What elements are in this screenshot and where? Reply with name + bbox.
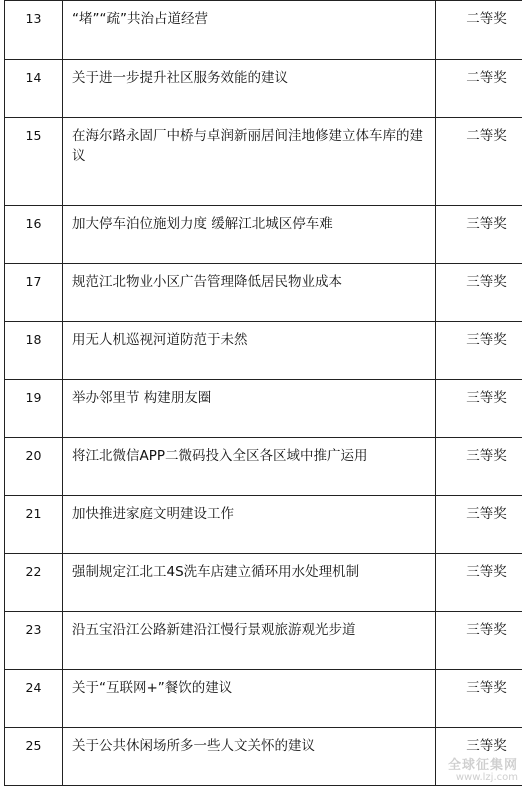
table-row bbox=[5, 118, 522, 206]
row-number: 25 bbox=[5, 728, 63, 786]
proposal-title: 沿五宝沿江公路新建沿江慢行景观旅游观光步道 bbox=[63, 612, 436, 670]
proposal-title: 将江北微信APP二微码投入全区各区域中推广运用 bbox=[63, 438, 436, 496]
row-number: 24 bbox=[5, 670, 63, 728]
proposal-title: “堵”“疏”共治占道经营 bbox=[63, 1, 436, 60]
award-level: 三等奖 bbox=[436, 206, 522, 264]
awards-table bbox=[4, 0, 522, 786]
site-watermark bbox=[448, 759, 518, 783]
table-row bbox=[5, 612, 522, 670]
row-number: 19 bbox=[5, 380, 63, 438]
row-number: 20 bbox=[5, 438, 63, 496]
proposal-title: 关于进一步提升社区服务效能的建议 bbox=[63, 60, 436, 118]
table-row bbox=[5, 60, 522, 118]
proposal-title: 在海尔路永固厂中桥与卓润新丽居间洼地修建立体车库的建议 bbox=[63, 118, 436, 206]
table-row bbox=[5, 264, 522, 322]
table-row bbox=[5, 554, 522, 612]
row-number: 18 bbox=[5, 322, 63, 380]
watermark-url: www.lzj.com bbox=[455, 771, 518, 783]
table-row bbox=[5, 438, 522, 496]
table-row bbox=[5, 670, 522, 728]
table-row bbox=[5, 206, 522, 264]
proposal-title: 强制规定江北工4S洗车店建立循环用水处理机制 bbox=[63, 554, 436, 612]
row-number: 21 bbox=[5, 496, 63, 554]
watermark-name: 全球征集网 bbox=[447, 757, 518, 773]
table-row bbox=[5, 380, 522, 438]
proposal-title: 加大停车泊位施划力度 缓解江北城区停车难 bbox=[63, 206, 436, 264]
award-level: 三等奖 bbox=[436, 554, 522, 612]
award-level: 三等奖 bbox=[436, 264, 522, 322]
table-row bbox=[5, 1, 522, 60]
proposal-title: 加快推进家庭文明建设工作 bbox=[63, 496, 436, 554]
award-level: 三等奖 bbox=[436, 670, 522, 728]
proposal-title: 关于公共休闲场所多一些人文关怀的建议 bbox=[63, 728, 436, 786]
award-level: 三等奖 bbox=[436, 438, 522, 496]
table-row bbox=[5, 728, 522, 786]
award-level: 三等奖 bbox=[436, 612, 522, 670]
award-level: 二等奖 bbox=[436, 60, 522, 118]
row-number: 22 bbox=[5, 554, 63, 612]
proposal-title: 规范江北物业小区广告管理降低居民物业成本 bbox=[63, 264, 436, 322]
row-number: 14 bbox=[5, 60, 63, 118]
row-number: 17 bbox=[5, 264, 63, 322]
award-level: 二等奖 bbox=[436, 1, 522, 60]
proposal-title: 用无人机巡视河道防范于未然 bbox=[63, 322, 436, 380]
proposal-title: 关于“互联网+”餐饮的建议 bbox=[63, 670, 436, 728]
awards-table-body bbox=[5, 1, 522, 786]
row-number: 15 bbox=[5, 118, 63, 206]
row-number: 16 bbox=[5, 206, 63, 264]
row-number: 13 bbox=[5, 1, 63, 60]
award-level: 三等奖 bbox=[436, 380, 522, 438]
award-level: 二等奖 bbox=[436, 118, 522, 206]
award-level: 三等奖 bbox=[436, 322, 522, 380]
award-level: 三等奖 bbox=[436, 728, 522, 786]
table-row bbox=[5, 322, 522, 380]
table-row bbox=[5, 496, 522, 554]
row-number: 23 bbox=[5, 612, 63, 670]
award-level: 三等奖 bbox=[436, 496, 522, 554]
proposal-title: 举办邻里节 构建朋友圈 bbox=[63, 380, 436, 438]
